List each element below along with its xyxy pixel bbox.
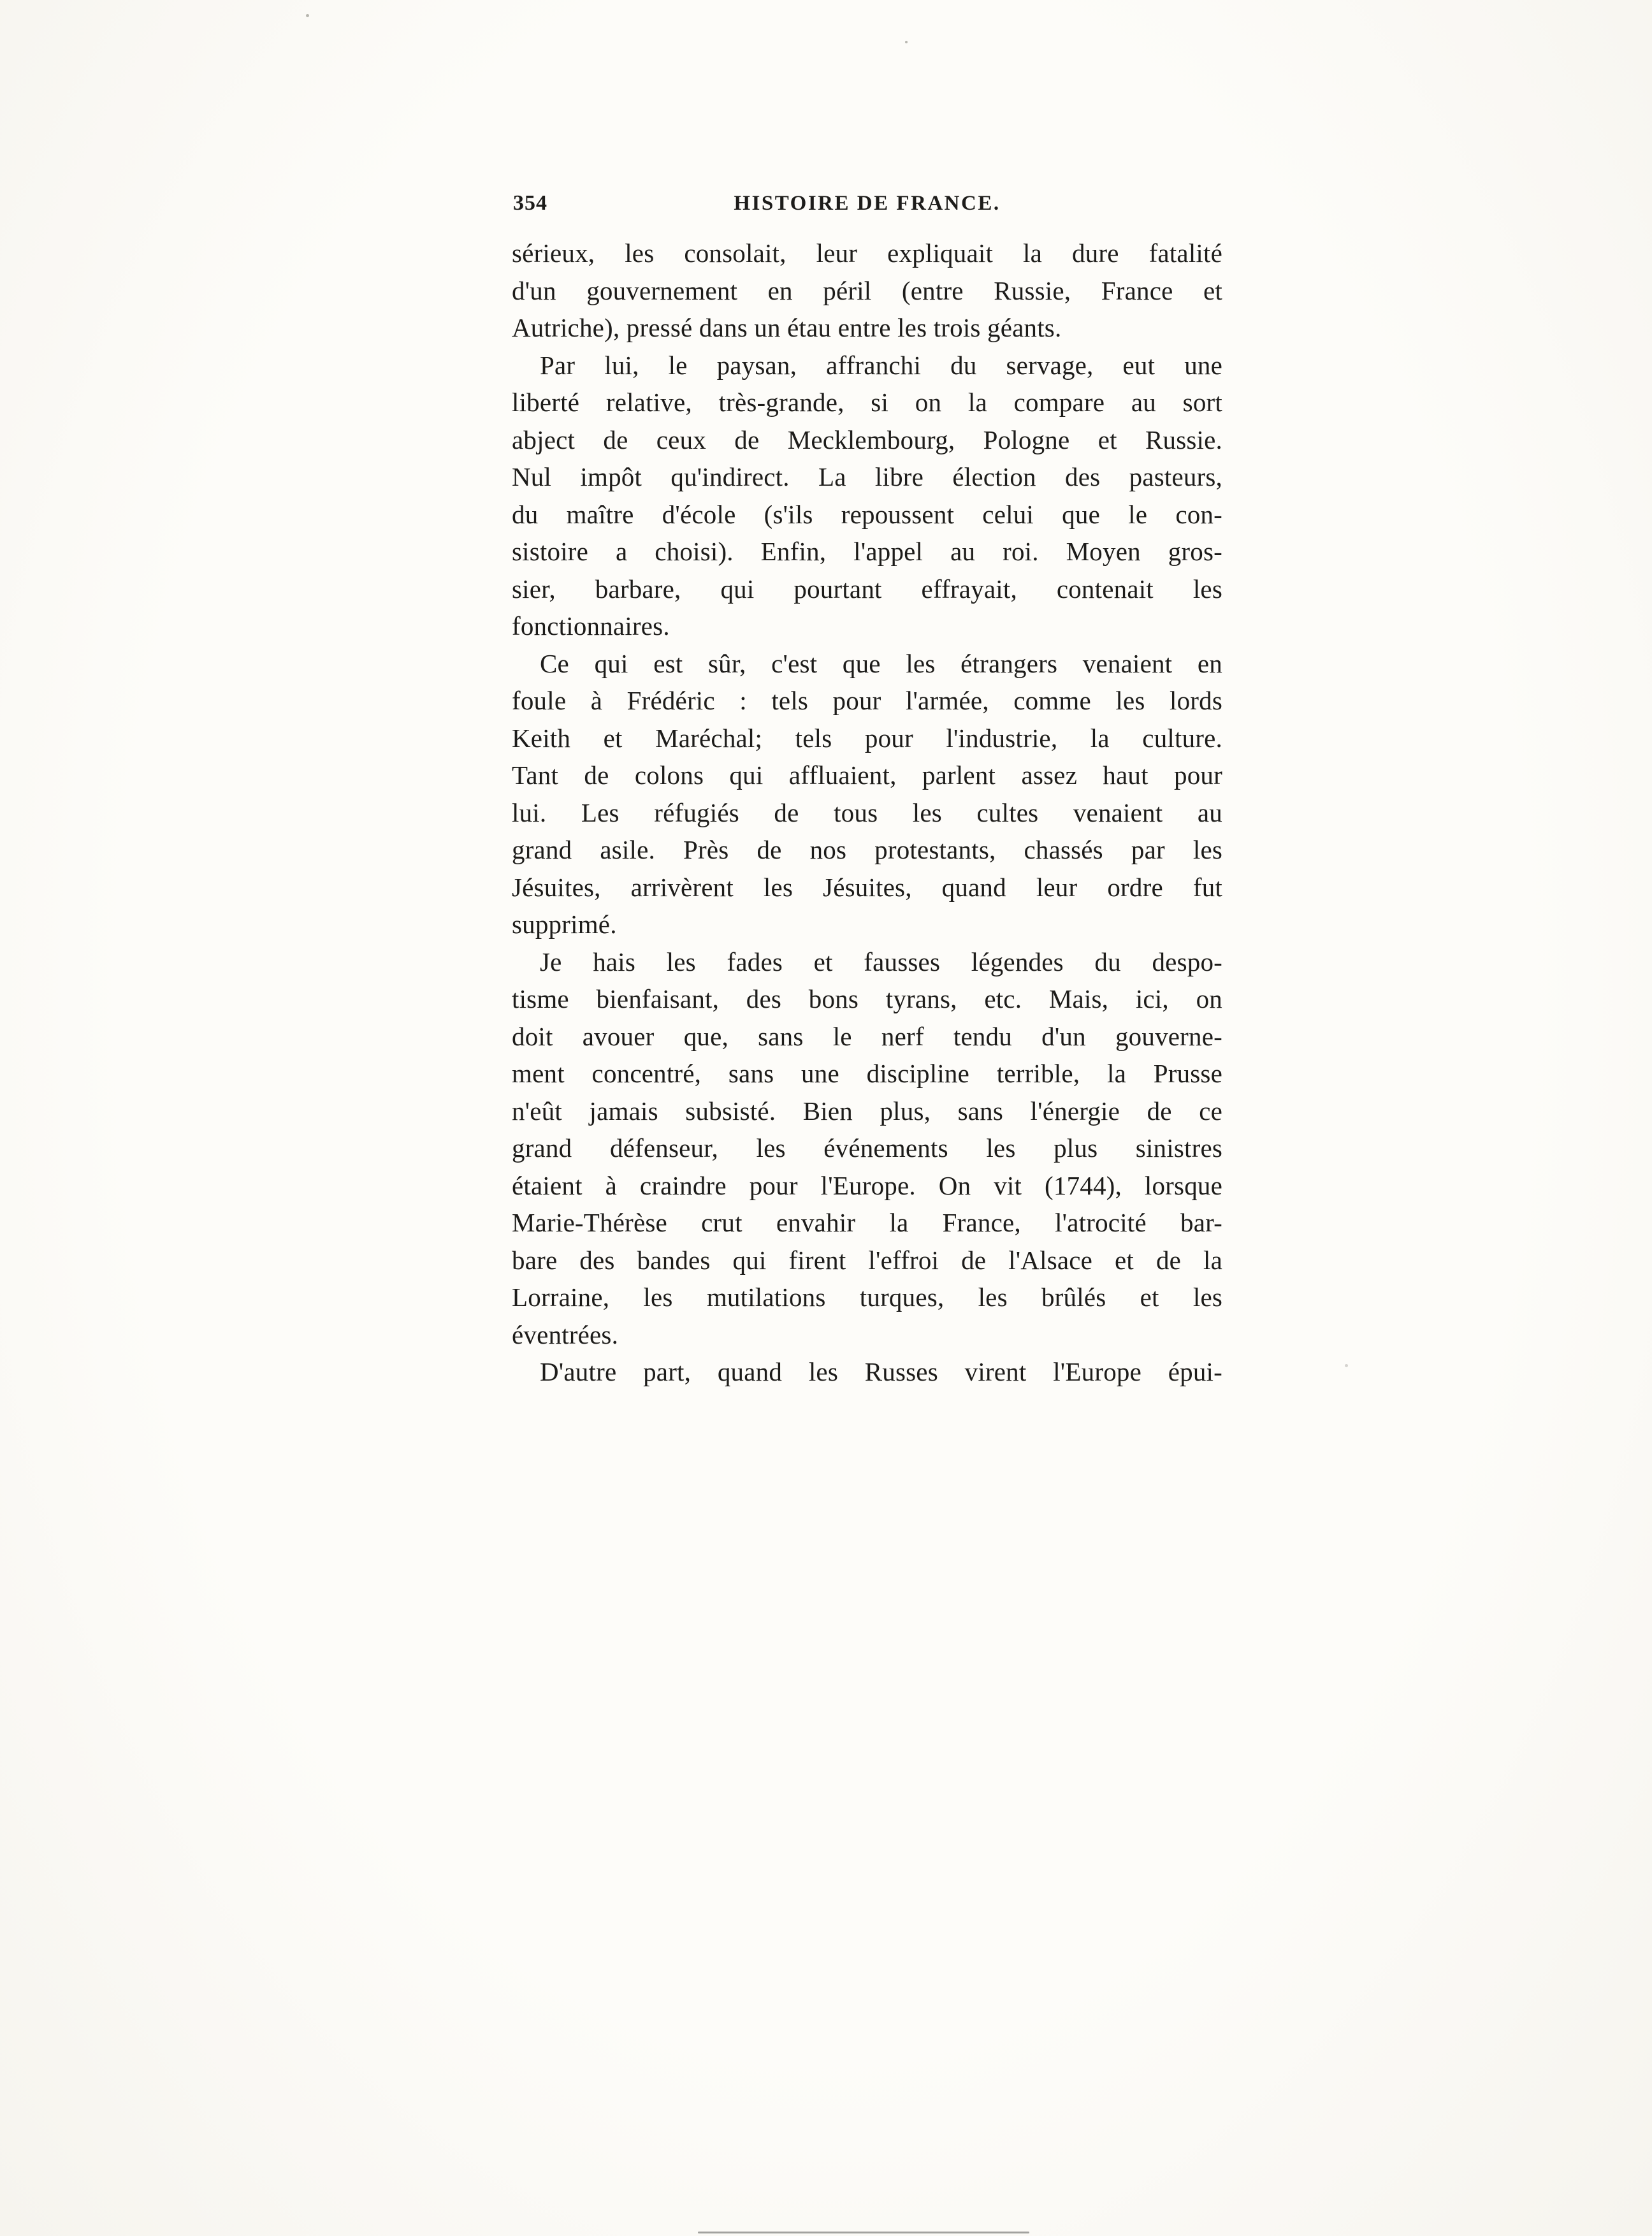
- text-line: Autriche), pressé dans un étau entre les trois géants.: [512, 313, 1062, 342]
- text-line: tisme bienfaisant, des bons tyrans, etc. Mais, ici, on: [512, 984, 1222, 1013]
- text-line: grand asile. Près de nos protestants, chassés par les: [512, 835, 1222, 864]
- text-line: sérieux, les consolait, leur expliquait la dure fatalité: [512, 238, 1222, 268]
- paragraph: [512, 645, 1222, 943]
- text-line: Par lui, le paysan, affranchi du servage, eut une: [540, 350, 1222, 380]
- text-block-body: [512, 235, 1222, 1391]
- scan-speck: [1345, 1364, 1348, 1367]
- text-line: bare des bandes qui firent l'effroi de l'Alsace et de la: [512, 1245, 1222, 1275]
- text-line: Marie-Thérèse crut envahir la France, l'atrocité bar-: [512, 1208, 1222, 1237]
- text-block: [512, 190, 1222, 1391]
- text-line: Jésuites, arrivèrent les Jésuites, quand leur ordre fut: [512, 872, 1222, 902]
- paragraph: [512, 1353, 1222, 1391]
- paragraph: [512, 347, 1222, 645]
- text-line: supprimé.: [512, 910, 617, 939]
- text-line: Ce qui est sûr, c'est que les étrangers venaient en: [540, 648, 1222, 678]
- text-line: éventrées.: [512, 1319, 619, 1349]
- text-line: fonctionnaires.: [512, 611, 670, 641]
- text-line: n'eût jamais subsisté. Bien plus, sans l'énergie de ce: [512, 1096, 1222, 1126]
- text-line: Lorraine, les mutilations turques, les brûlés et les: [512, 1282, 1222, 1312]
- text-line: étaient à craindre pour l'Europe. On vit (1744), lorsque: [512, 1170, 1222, 1200]
- text-line: foule à Frédéric : tels pour l'armée, comme les lords: [512, 686, 1222, 715]
- paragraph: [512, 235, 1222, 347]
- text-line: Keith et Maréchal; tels pour l'industrie, la culture.: [512, 723, 1222, 753]
- scan-artifact: [698, 2232, 1029, 2233]
- text-line: Nul impôt qu'indirect. La libre élection des pasteurs,: [512, 462, 1222, 491]
- scan-speck: [905, 41, 908, 43]
- text-line: Tant de colons qui affluaient, parlent assez haut pour: [512, 760, 1222, 790]
- running-header: [512, 190, 1222, 218]
- text-line: Je hais les fades et fausses légendes du despo-: [540, 947, 1222, 976]
- text-line: grand défenseur, les événements les plus sinistres: [512, 1133, 1222, 1163]
- page-number: 354: [513, 191, 547, 215]
- paragraph: [512, 943, 1222, 1354]
- text-line: D'autre part, quand les Russes virent l'Europe épui-: [540, 1357, 1222, 1386]
- scan-speck: [306, 14, 309, 17]
- text-line: ment concentré, sans une discipline terrible, la Prusse: [512, 1059, 1222, 1088]
- text-line: abject de ceux de Mecklembourg, Pologne et Russie.: [512, 425, 1222, 454]
- text-line: du maître d'école (s'ils repoussent celui que le con-: [512, 499, 1222, 529]
- text-line: d'un gouvernement en péril (entre Russie, France et: [512, 275, 1222, 305]
- text-line: doit avouer que, sans le nerf tendu d'un gouverne-: [512, 1021, 1222, 1051]
- text-line: sier, barbare, qui pourtant effrayait, contenait les: [512, 574, 1222, 604]
- text-line: sistoire a choisi). Enfin, l'appel au roi. Moyen gros-: [512, 537, 1222, 566]
- text-line: lui. Les réfugiés de tous les cultes venaient au: [512, 797, 1222, 827]
- running-header-title: HISTOIRE DE FRANCE.: [734, 192, 1001, 215]
- text-line: liberté relative, très-grande, si on la compare au sort: [512, 388, 1222, 417]
